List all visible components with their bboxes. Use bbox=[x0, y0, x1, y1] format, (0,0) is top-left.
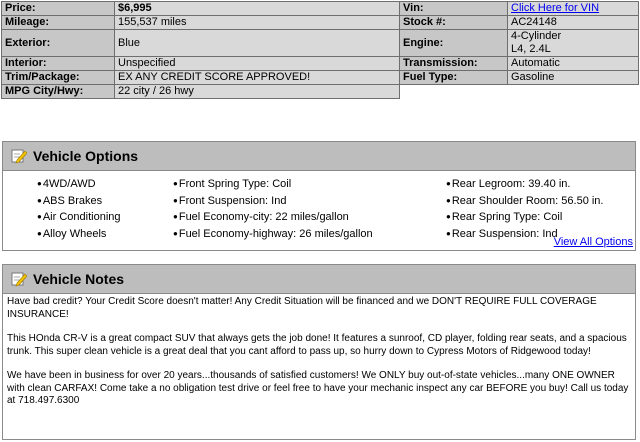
spec-value: Automatic bbox=[508, 57, 639, 71]
vehicle-notes-panel bbox=[2, 264, 636, 440]
spec-value: 22 city / 26 hwy bbox=[115, 85, 400, 99]
option-item: ●Rear Suspension: Ind bbox=[446, 227, 558, 240]
spec-row-trim bbox=[2, 71, 639, 85]
spec-row-mpg bbox=[2, 85, 639, 99]
spec-label: Mileage: bbox=[2, 16, 115, 30]
spec-value: 155,537 miles bbox=[115, 16, 400, 30]
vehicle-specs-table bbox=[1, 1, 639, 99]
options-title: Vehicle Options bbox=[33, 148, 139, 164]
spec-label: Fuel Type: bbox=[400, 71, 508, 85]
option-item: ●ABS Brakes bbox=[37, 194, 103, 207]
spec-label: Interior: bbox=[2, 57, 115, 71]
option-item: ●Rear Shoulder Room: 56.50 in. bbox=[446, 194, 604, 207]
notes-title: Vehicle Notes bbox=[33, 271, 125, 287]
notes-paragraph: We have been in business for over 20 years...thousands of satisfied customers! We ONLY buy out-of-state vehicles...many ONE OWNER with clean CARFAX! Come take a no obligation test drive or feel free to have your mechanic inspect any car BEFORE you buy! Call us today at 718.497.6300 bbox=[7, 370, 629, 406]
notes-body bbox=[3, 294, 635, 408]
spec-row-mileage bbox=[2, 16, 639, 30]
vin-link[interactable]: Click Here for VIN bbox=[511, 2, 600, 14]
spec-label: Stock #: bbox=[400, 16, 508, 30]
options-column-3 bbox=[446, 176, 604, 242]
engine-value bbox=[508, 30, 639, 57]
view-all-options-link[interactable]: View All Options bbox=[553, 236, 633, 248]
spec-value: AC24148 bbox=[508, 16, 639, 30]
spec-row-interior bbox=[2, 57, 639, 71]
spec-value: Gasoline bbox=[508, 71, 639, 85]
spec-value: Unspecified bbox=[115, 57, 400, 71]
pencil-note-icon bbox=[11, 148, 27, 164]
spec-label: MPG City/Hwy: bbox=[2, 85, 115, 99]
spec-label: Engine: bbox=[400, 30, 508, 57]
option-item: ●Rear Spring Type: Coil bbox=[446, 211, 563, 223]
vin-cell bbox=[508, 2, 639, 16]
spec-empty bbox=[400, 85, 639, 99]
option-item: ●Fuel Economy-highway: 26 miles/gallon bbox=[173, 227, 373, 240]
pencil-note-icon bbox=[11, 271, 27, 287]
option-item: ●Alloy Wheels bbox=[37, 227, 107, 240]
option-item: ●Fuel Economy-city: 22 miles/gallon bbox=[173, 211, 349, 223]
vehicle-options-panel bbox=[2, 141, 636, 251]
option-item: ●Front Spring Type: Coil bbox=[173, 178, 292, 190]
option-item: ●4WD/AWD bbox=[37, 178, 96, 190]
notes-header bbox=[3, 265, 635, 294]
spec-value: $6,995 bbox=[115, 2, 400, 16]
spec-label: Trim/Package: bbox=[2, 71, 115, 85]
spec-value: Blue bbox=[115, 30, 400, 57]
options-header bbox=[3, 142, 635, 171]
options-column-2 bbox=[173, 176, 373, 242]
option-item: ●Rear Legroom: 39.40 in. bbox=[446, 178, 571, 190]
options-column-1 bbox=[37, 176, 121, 242]
spec-row-price bbox=[2, 2, 639, 16]
notes-paragraph: This HOnda CR-V is a great compact SUV that always gets the job done! It features a sunroof, CD player, folding rear seats, and a spacious trunk. This super clean vehicle is a great deal that you cant afford to pass up, so hurry down to Cypress Motors of Ridgewood today! bbox=[7, 333, 627, 357]
spec-label: Exterior: bbox=[2, 30, 115, 57]
engine-line-1: 4-Cylinder bbox=[511, 30, 562, 42]
spec-label: Price: bbox=[2, 2, 115, 16]
engine-line-2: L4, 2.4L bbox=[511, 43, 551, 55]
option-item: ●Air Conditioning bbox=[37, 211, 121, 223]
option-item: ●Front Suspension: Ind bbox=[173, 194, 287, 207]
spec-row-exterior bbox=[2, 30, 639, 57]
spec-value: EX ANY CREDIT SCORE APPROVED! bbox=[115, 71, 400, 85]
spec-label: Transmission: bbox=[400, 57, 508, 71]
notes-paragraph: Have bad credit? Your Credit Score doesn't matter! Any Credit Situation will be financed and we DON'T REQUIRE FULL COVERAGE INSURANCE! bbox=[7, 296, 597, 320]
spec-label: Vin: bbox=[400, 2, 508, 16]
